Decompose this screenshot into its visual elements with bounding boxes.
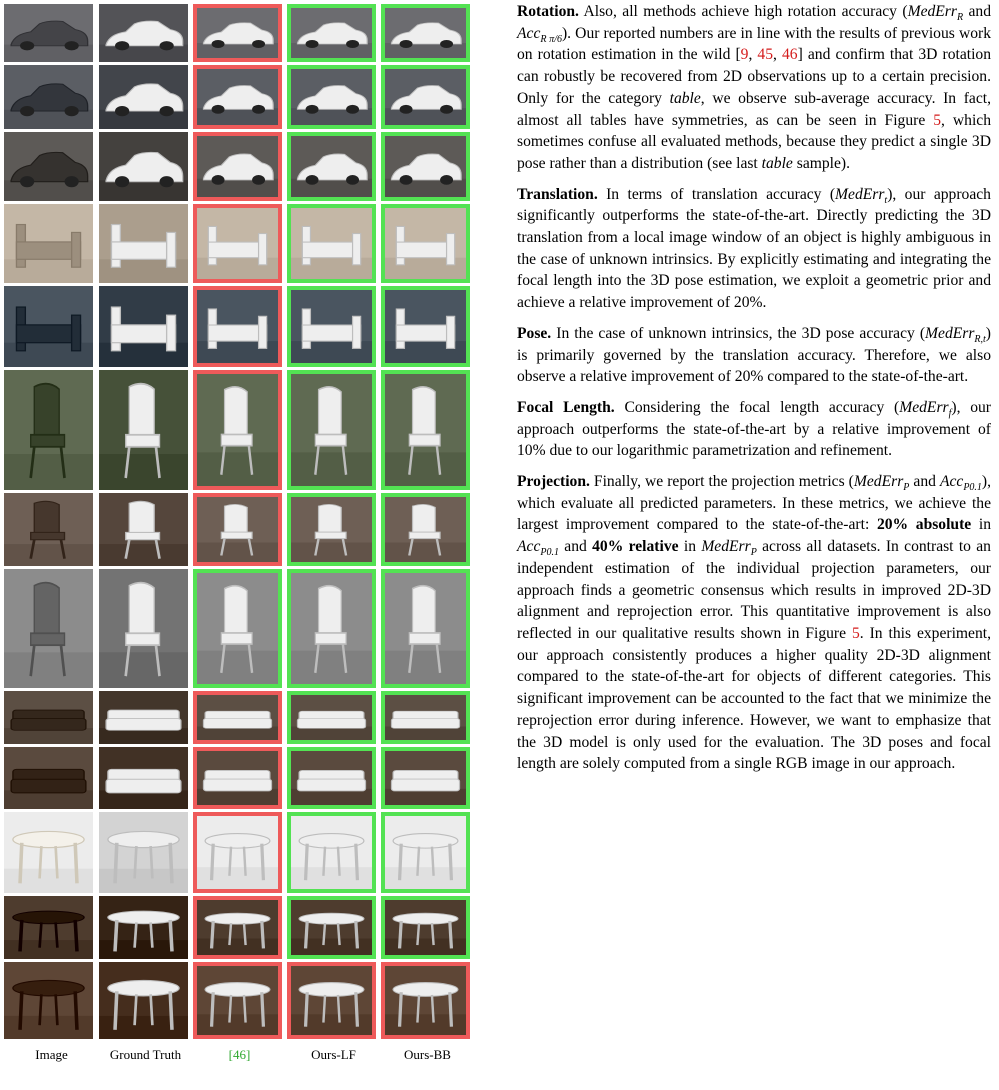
- figure-row: [4, 569, 476, 688]
- input-image-table: [4, 812, 93, 893]
- ours-lf-render-bed: [287, 204, 376, 283]
- ours-bb-render-chair: [381, 493, 470, 566]
- ours-lf-render-car: [287, 65, 376, 129]
- text-run: Also, all methods achieve high rotation accuracy (: [578, 3, 908, 20]
- math-term: MedErr: [899, 398, 949, 416]
- math-subscript: P0.1: [540, 547, 559, 559]
- citation-link[interactable]: 46: [782, 46, 798, 64]
- figure-row: [4, 132, 476, 201]
- object-chair-thumbnail: [197, 374, 278, 486]
- text-column: [517, 1, 991, 784]
- ours-bb-render-table: [381, 896, 470, 959]
- paragraph-focal-length: [517, 397, 991, 462]
- input-image-sofa: [4, 747, 93, 809]
- object-bed-thumbnail: [4, 286, 93, 367]
- ground-truth-render-sofa: [99, 747, 188, 809]
- text-run: , we observe sub-average accuracy. In fact, almost all tables have symmetries, as can be seen in Figure: [517, 89, 991, 129]
- ground-truth-render-table: [99, 812, 188, 893]
- paragraph-projection: [517, 471, 991, 775]
- input-image-bed: [4, 204, 93, 283]
- object-bed-thumbnail: [99, 286, 188, 367]
- math-term: MedErr: [835, 185, 885, 203]
- object-table-thumbnail: [385, 966, 466, 1035]
- object-chair-thumbnail: [4, 493, 93, 566]
- math-subscript: t: [884, 194, 888, 206]
- object-table-thumbnail: [385, 900, 466, 955]
- object-table-thumbnail: [99, 962, 188, 1039]
- object-chair-thumbnail: [4, 370, 93, 490]
- object-sofa-thumbnail: [385, 695, 466, 740]
- ours-bb-render-sofa: [381, 691, 470, 744]
- baseline-46-render-chair: [193, 493, 282, 566]
- object-bed-thumbnail: [291, 290, 372, 363]
- object-table-thumbnail: [4, 896, 93, 959]
- text-run: in: [678, 538, 702, 556]
- heading-pose: Pose.: [517, 324, 552, 342]
- figure-row: [4, 747, 476, 809]
- object-car-thumbnail: [291, 136, 372, 197]
- object-car-thumbnail: [197, 136, 278, 197]
- caption-ours-lf: Ours-LF: [311, 1047, 356, 1062]
- object-table-thumbnail: [99, 812, 188, 893]
- text-run: sample).: [792, 154, 851, 172]
- object-bed-thumbnail: [385, 208, 466, 279]
- object-sofa-thumbnail: [4, 691, 93, 744]
- ground-truth-render-table: [99, 962, 188, 1039]
- input-image-car: [4, 4, 93, 62]
- text-run: In terms of translation accuracy (: [597, 185, 836, 203]
- ground-truth-render-chair: [99, 370, 188, 490]
- text-run: and: [558, 538, 593, 556]
- object-chair-thumbnail: [385, 573, 466, 684]
- ours-lf-render-chair: [287, 493, 376, 566]
- text-run: Finally, we report the projection metrics (: [589, 473, 854, 491]
- baseline-46-render-chair: [193, 569, 282, 688]
- object-sofa-thumbnail: [291, 751, 372, 805]
- math-subscript: P0.1: [963, 482, 982, 494]
- text-run: ) is primarily governed by the translation accuracy. Therefore, we also observe a relative improvement of 20% compared to the state-of-the-art.: [517, 324, 991, 386]
- object-car-thumbnail: [385, 8, 466, 58]
- math-term: MedErr: [853, 473, 904, 491]
- object-chair-thumbnail: [197, 573, 278, 684]
- caption-image: Image: [35, 1047, 68, 1062]
- text-run: ), our approach outperforms the state-of-the-art by a relative improvement of 10% due to our logarithmic parametrization and refinement.: [517, 398, 992, 460]
- ground-truth-render-car: [99, 65, 188, 129]
- object-chair-thumbnail: [291, 497, 372, 562]
- object-table-thumbnail: [4, 812, 93, 893]
- object-sofa-thumbnail: [99, 691, 188, 744]
- input-image-car: [4, 132, 93, 201]
- object-table-thumbnail: [4, 962, 93, 1039]
- object-car-thumbnail: [4, 4, 93, 62]
- heading-rotation: Rotation.: [517, 3, 579, 20]
- caption-reference-46[interactable]: [46]: [228, 1047, 251, 1062]
- paragraph-rotation: [517, 1, 991, 175]
- heading-translation: Translation.: [517, 185, 598, 203]
- caption-ours-bb: Ours-BB: [404, 1047, 451, 1062]
- ground-truth-render-table: [99, 896, 188, 959]
- object-sofa-thumbnail: [385, 751, 466, 805]
- object-bed-thumbnail: [4, 204, 93, 283]
- math-subscript: P: [903, 482, 910, 494]
- figure-row: [4, 812, 476, 893]
- object-table-thumbnail: [99, 896, 188, 959]
- text-run: across all datasets. In contrast to an independent estimation of the individual projection parameters, our approach finds a geometric consensus which results in improved 2D-3D alignment and reprojection error. This quantitative improvement is also reflected in our qualitative results shown in Figure: [517, 538, 991, 642]
- ours-lf-render-sofa: [287, 691, 376, 744]
- ours-lf-render-chair: [287, 370, 376, 490]
- baseline-46-render-sofa: [193, 691, 282, 744]
- text-run: ,: [748, 46, 758, 64]
- figure-link[interactable]: 5: [851, 624, 860, 642]
- input-image-chair: [4, 493, 93, 566]
- object-car-thumbnail: [99, 65, 188, 129]
- ours-lf-render-car: [287, 132, 376, 201]
- baseline-46-render-bed: [193, 286, 282, 367]
- figure-row: [4, 896, 476, 959]
- object-car-thumbnail: [4, 65, 93, 129]
- object-car-thumbnail: [197, 69, 278, 125]
- text-run: ,: [773, 46, 782, 64]
- ours-lf-render-chair: [287, 569, 376, 688]
- figure-row: [4, 691, 476, 744]
- object-car-thumbnail: [4, 132, 93, 201]
- object-chair-thumbnail: [99, 370, 188, 490]
- ground-truth-render-chair: [99, 493, 188, 566]
- ours-bb-render-table: [381, 812, 470, 893]
- object-car-thumbnail: [99, 4, 188, 62]
- figure-captions: [4, 1047, 476, 1065]
- object-sofa-thumbnail: [99, 747, 188, 809]
- ours-bb-render-sofa: [381, 747, 470, 809]
- math-subscript: f: [948, 408, 952, 420]
- bold-highlight: 40% relative: [592, 538, 679, 556]
- figure-row: [4, 962, 476, 1039]
- math-term: Acc: [517, 24, 541, 42]
- text-run: Considering the focal length accuracy (: [614, 398, 900, 416]
- input-image-car: [4, 65, 93, 129]
- figure-row: [4, 493, 476, 566]
- object-sofa-thumbnail: [291, 695, 372, 740]
- input-image-sofa: [4, 691, 93, 744]
- baseline-46-render-table: [193, 962, 282, 1039]
- ground-truth-render-car: [99, 132, 188, 201]
- paragraph-pose: [517, 323, 991, 388]
- object-sofa-thumbnail: [197, 751, 278, 805]
- ours-lf-render-table: [287, 812, 376, 893]
- text-run: . In this experiment, our approach consistently produces a higher quality 2D-3D alignment compared to the state-of-the-art for objects of different categories. This significant improvement can be accounted to the fact that we minimize the reprojection error during inference. However, we want to emphasize that the 3D model is only used for the evaluation. The 3D poses and focal length are solely computed from a single RGB image in our approach.: [517, 624, 992, 773]
- ours-lf-render-car: [287, 4, 376, 62]
- math-term: table: [669, 89, 701, 107]
- ours-bb-render-car: [381, 65, 470, 129]
- figure-row: [4, 65, 476, 129]
- math-subscript: R,t: [974, 333, 986, 345]
- object-chair-thumbnail: [385, 497, 466, 562]
- object-car-thumbnail: [291, 8, 372, 58]
- figure-row: [4, 204, 476, 283]
- citation-link[interactable]: 45: [757, 46, 774, 64]
- heading-focal-length: Focal Length.: [517, 398, 615, 416]
- text-run: and: [963, 3, 991, 20]
- baseline-46-render-sofa: [193, 747, 282, 809]
- object-bed-thumbnail: [291, 208, 372, 279]
- ours-bb-render-chair: [381, 569, 470, 688]
- math-term: Acc: [517, 538, 541, 556]
- ours-lf-render-table: [287, 962, 376, 1039]
- object-bed-thumbnail: [197, 208, 278, 279]
- input-image-table: [4, 896, 93, 959]
- text-run: ). Our reported numbers are in line with the results of previous work on rotation estimation in the wild [: [517, 24, 991, 64]
- object-car-thumbnail: [291, 69, 372, 125]
- baseline-46-render-chair: [193, 370, 282, 490]
- ours-bb-render-bed: [381, 286, 470, 367]
- math-subscript: R: [956, 12, 964, 24]
- paragraph-translation: [517, 184, 991, 314]
- math-term: MedErr: [701, 538, 751, 556]
- ours-lf-render-bed: [287, 286, 376, 367]
- figure-link[interactable]: 5: [933, 111, 942, 129]
- baseline-46-render-table: [193, 812, 282, 893]
- object-chair-thumbnail: [291, 374, 372, 486]
- ours-bb-render-car: [381, 132, 470, 201]
- object-chair-thumbnail: [99, 569, 188, 688]
- figure-row: [4, 4, 476, 62]
- ours-bb-render-car: [381, 4, 470, 62]
- ours-bb-render-table: [381, 962, 470, 1039]
- object-chair-thumbnail: [99, 493, 188, 566]
- ours-lf-render-table: [287, 896, 376, 959]
- bold-highlight: 20% absolute: [876, 516, 972, 534]
- math-term: Acc: [939, 473, 964, 491]
- text-run: in: [971, 516, 992, 534]
- ours-bb-render-bed: [381, 204, 470, 283]
- figure-row: [4, 370, 476, 490]
- ground-truth-render-bed: [99, 204, 188, 283]
- object-chair-thumbnail: [385, 374, 466, 486]
- ours-lf-render-sofa: [287, 747, 376, 809]
- math-term: MedErr: [925, 324, 975, 342]
- baseline-46-render-car: [193, 132, 282, 201]
- text-run: In the case of unknown intrinsics, the 3D pose accuracy (: [551, 324, 926, 342]
- baseline-46-render-car: [193, 65, 282, 129]
- input-image-chair: [4, 569, 93, 688]
- object-car-thumbnail: [197, 8, 278, 58]
- heading-projection: Projection.: [517, 473, 590, 491]
- figure-row: [4, 286, 476, 367]
- object-chair-thumbnail: [4, 569, 93, 688]
- baseline-46-render-table: [193, 896, 282, 959]
- object-sofa-thumbnail: [197, 695, 278, 740]
- object-chair-thumbnail: [197, 497, 278, 562]
- ground-truth-render-bed: [99, 286, 188, 367]
- text-run: ), our approach significantly outperforms the state-of-the-art. Directly predicting the 3D translation from a local image window of an object is highly ambiguous in the case of unknown intrinsics. By explicitly estimating and integrating the focal length into the 3D pose estimation, we exploit a geometric prior and achieve a relative improvement of 20%.: [517, 185, 991, 312]
- ground-truth-render-chair: [99, 569, 188, 688]
- math-subscript: R π/6: [540, 33, 562, 45]
- math-subscript: P: [750, 547, 757, 559]
- input-image-bed: [4, 286, 93, 367]
- ours-bb-render-chair: [381, 370, 470, 490]
- object-sofa-thumbnail: [4, 747, 93, 809]
- baseline-46-render-car: [193, 4, 282, 62]
- object-chair-thumbnail: [291, 573, 372, 684]
- ground-truth-render-sofa: [99, 691, 188, 744]
- object-table-thumbnail: [385, 816, 466, 889]
- citation-link[interactable]: 9: [740, 46, 749, 64]
- ground-truth-render-car: [99, 4, 188, 62]
- text-run: ), which evaluate all predicted parameters. In these metrics, we achieve the largest improvement compared to the state-of-the-art:: [517, 473, 992, 534]
- math-term: table: [761, 154, 793, 172]
- object-car-thumbnail: [385, 136, 466, 197]
- baseline-46-render-bed: [193, 204, 282, 283]
- object-table-thumbnail: [291, 966, 372, 1035]
- object-bed-thumbnail: [99, 204, 188, 283]
- text-run: and: [909, 473, 940, 491]
- object-table-thumbnail: [197, 966, 278, 1035]
- text-run: ] and confirm that 3D rotation can robustly be recovered from 2D observations up to a certain precision. Only for the category: [517, 46, 992, 107]
- object-table-thumbnail: [291, 900, 372, 955]
- qualitative-results-figure: [4, 4, 476, 1062]
- caption-ground-truth: Ground Truth: [109, 1047, 182, 1062]
- input-image-table: [4, 962, 93, 1039]
- input-image-chair: [4, 370, 93, 490]
- object-table-thumbnail: [291, 816, 372, 889]
- object-table-thumbnail: [197, 816, 278, 889]
- object-bed-thumbnail: [197, 290, 278, 363]
- text-run: , which sometimes confuse all evaluated methods, because they predict a single 3D pose rather than a distribution (see last: [517, 111, 991, 172]
- object-car-thumbnail: [385, 69, 466, 125]
- object-table-thumbnail: [197, 900, 278, 955]
- object-bed-thumbnail: [385, 290, 466, 363]
- math-term: MedErr: [907, 3, 957, 20]
- object-car-thumbnail: [99, 132, 188, 201]
